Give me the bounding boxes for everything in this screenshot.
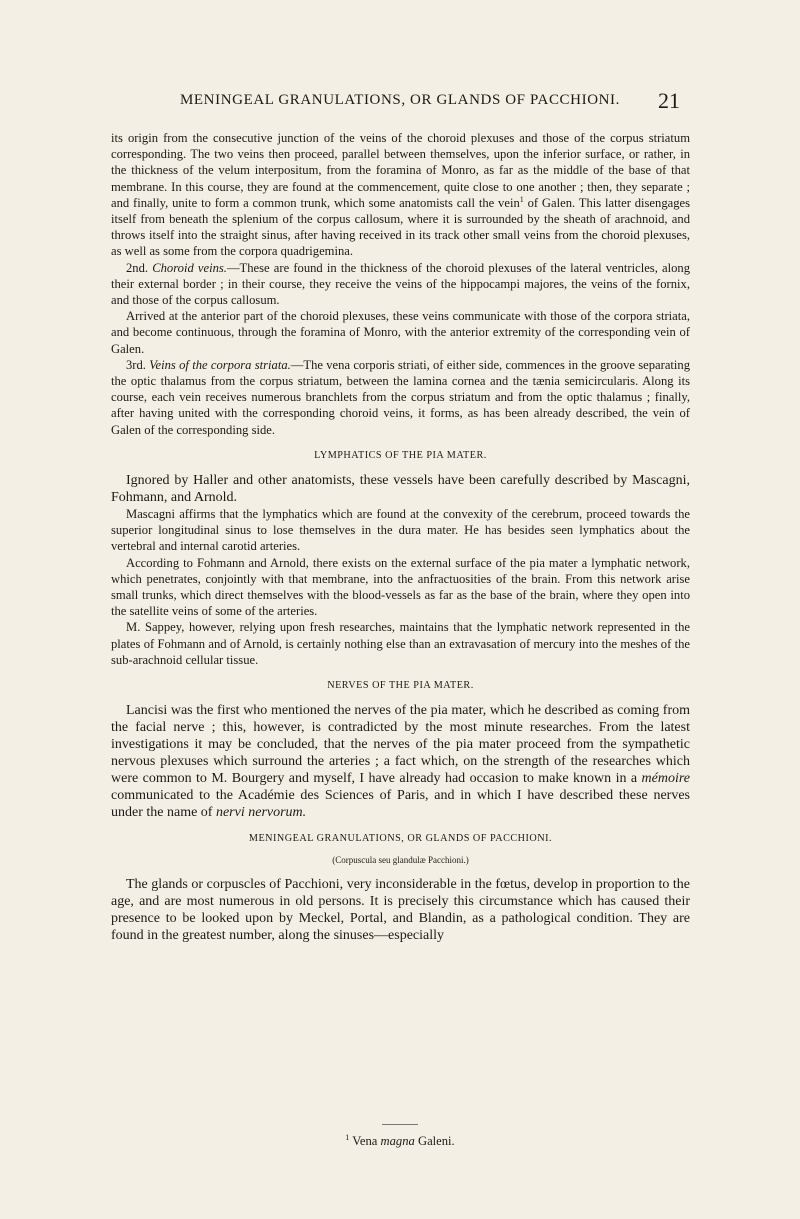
- footnote-ref: 1: [519, 194, 524, 204]
- section-heading-nerves: NERVES OF THE PIA MATER.: [327, 680, 474, 692]
- paragraph-choroid-veins: 2nd. Choroid veins.—These are found in the thickness of the choroid plexuses of the lateral ventricles, along their external border ; in their course, they receive the veins of the hippocampi majores, the veins of the fornix, and those of the corpus callosum.: [111, 260, 691, 308]
- paragraph-lancisi: Lancisi was the first who mentioned the nerves of the pia mater, which he described as coming from the facial nerve ; this, however, is contradicted by the most minute researches. From the latest investigations it may be concluded, that the nerves of the pia mater proceed from the sympathetic nervous plexuses which surround the arteries ; a fact which, on the strength of the researches which were common to M. Bourgery and myself, I have already had occasion to make known in a mémoire communicated to the Académie des Sciences of Paris, and in which I have described these nerves under the name of nervi nervorum.: [111, 703, 690, 821]
- paragraph-anterior-choroid: Arrived at the anterior part of the choroid plexuses, these veins communicate with those of the corpora striata, and become continuous, through the foramina of Monro, with the anterior extremity of the corresponding vein of Galen.: [111, 309, 690, 356]
- section-heading-lymphatics: LYMPHATICS OF THE PIA MATER.: [314, 449, 487, 461]
- paragraph-corpora-striata: 3rd. Veins of the corpora striata.—The vena corporis striati, of either side, commences in the groove separating the optic thalamus from the corpus striatum, between the lamina cornea and the tænia semicircularis. Along its course, each vein receives numerous branchlets from the corpus striatum and from the optic thalamus ; finally, after having united with the corresponding choroid veins, it forms, as has been already described, the vein of Galen of the corresponding side.: [111, 357, 690, 437]
- paragraph-pacchioni: The glands or corpuscles of Pacchioni, very inconsiderable in the fœtus, develop in proportion to the age, and are most numerous in old persons. It is precisely this circumstance which has caused their presence to be looked upon by Meckel, Portal, and Blandin, as a pathological condition. They are found in the greatest number, along the sinuses—especially: [111, 876, 690, 943]
- paragraph-galen-vein: its origin from the consecutive junction of the veins of the choroid plexuses and those of the corpus striatum corresponding. The two veins then proceed, parallel between themselves, upon the inferior surface, or rather, in the thickness of the velum interpositum, from the foramina of Monro, as far as the middle of the base of that membrane. In this course, they are found at the commencement, quite close to one another ; then, they separate ; and finally, unite to form a common trunk, which some anatomists call the vein$^1$ of Galen. This latter disengages itself from beneath the splenium of the corpus callosum, where it is surrounded by the sheath of arachnoid, and throws itself into the straight sinus, after having received in its track other small veins from the choroid plexuses, as well as some from the corpora quadrigemina.: [111, 131, 690, 259]
- body-text: [111, 130, 690, 944]
- footnote-marker: 1: [345, 1132, 350, 1142]
- subheading-corpora-striata: Veins of the corpora striata.: [149, 357, 291, 372]
- running-title: MENINGEAL GRANULATIONS, OR GLANDS OF PACCHIONI.: [179, 92, 621, 108]
- section-heading-meningeal: MENINGEAL GRANULATIONS, OR GLANDS OF PACCHIONI.: [248, 833, 553, 845]
- footnote: $^1$ Vena magna Galeni.: [345, 1132, 455, 1148]
- footnote-divider: [382, 1124, 418, 1125]
- running-head: [0, 88, 800, 118]
- subheading-choroid-veins: Choroid veins.: [152, 260, 227, 275]
- paragraph-lymph-intro: Ignored by Haller and other anatomists, these vessels have been carefully described by Mascagni, Fohmann, and Arnold.: [111, 473, 690, 506]
- paragraph-fohmann-arnold: According to Fohmann and Arnold, there exists on the external surface of the pia mater a lymphatic network, which penetrates, conjointly with that membrane, into the anfractuosities of the brain. From this network arise small trunks, which direct themselves with the blood-vessels as far as the base of the brain, where they open into the satellite veins of some of the arteries.: [111, 555, 690, 619]
- paragraph-mascagni: Mascagni affirms that the lymphatics which are found at the convexity of the cerebrum, proceed towards the superior longitudinal sinus to lose themselves in the dura mater. He has besides seen lymphatics about the vertebral and internal carotid arteries.: [111, 507, 690, 554]
- page-number: 21: [658, 88, 680, 113]
- paragraph-sappey: M. Sappey, however, relying upon fresh researches, maintains that the lymphatic network represented in the plates of Fohmann and of Arnold, is certainly nothing else than an extravasation of mercury into the meshes of the sub-arachnoid cellular tissue.: [111, 620, 690, 667]
- section-subheading-latin: (Corpuscula seu glandulæ Pacchioni.): [332, 854, 469, 865]
